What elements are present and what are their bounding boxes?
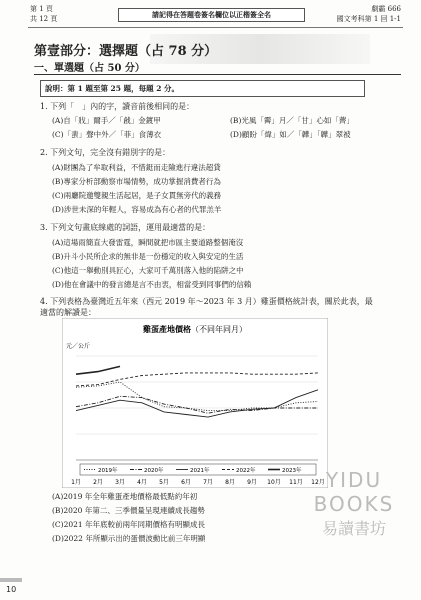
watermark-line3: 易讀書坊 (321, 519, 386, 538)
q3-option-a[interactable]: (A)這場雨簡直大發雷霆，瞬間就把市區主要道路整個淹沒 (52, 238, 244, 247)
subsection-title: 一、單選題（占 50 分） (34, 63, 145, 74)
q1-option-d[interactable]: (D)顧盼「煒」如／「韡」「韡」翠被 (230, 130, 351, 139)
question-4-stem-line2: 適當的解讀是： (40, 308, 96, 317)
q2-option-b[interactable]: (B)專家分析部動察市場情勢，成功掌握消費者行為 (52, 177, 221, 186)
question-3-stem: 3. 下列文句畫底線處的詞語，運用最適當的是： (40, 223, 211, 232)
q4-option-a[interactable]: (A)2019 年全年雞蛋產地價格最低點約年初 (52, 492, 198, 501)
question-4-stem-line1: 4. 下列表格為臺灣近五年來（西元 2019 年～2023 年 3 月）雞蛋價格統計表，關於此表，最 (40, 297, 373, 306)
q2-option-a[interactable]: (A)財團為了牟取利益，不惜鋌而走險進行違法超貸 (52, 163, 221, 172)
x-tick-label: 10月 (267, 479, 281, 486)
chart-frame (62, 318, 328, 488)
q3-option-b[interactable]: (B)升斗小民所企求的無非是一份穩定的收入與安定的生活 (52, 252, 244, 261)
q4-option-c[interactable]: (C)2021 年年底較前兩年同期價格有明顯成長 (52, 520, 206, 529)
x-tick-label: 7月 (203, 479, 213, 486)
q1-option-b[interactable]: (B)光風「霽」月／「甘」心如「薺」 (230, 116, 354, 125)
section-title: 第壹部分：選擇題（占 78 分） (34, 44, 218, 59)
sign-notice: 請記得在答題卷簽名欄位以正楷簽全名 (118, 8, 305, 22)
x-tick-label: 4月 (137, 479, 147, 486)
x-tick-label: 9月 (247, 479, 257, 486)
chart-legend (80, 464, 316, 475)
x-tick-label: 3月 (115, 479, 125, 486)
legend-label-0: 2019年 (98, 468, 118, 474)
x-tick-label: 1月 (71, 479, 81, 486)
exam-subject: 國文考科第 1 回 1-1 (336, 15, 401, 23)
watermark-line1: YIDU (325, 468, 383, 492)
page-indicator: 第 1 頁 (30, 5, 53, 13)
q2-option-d[interactable]: (D)涉世未深的年輕人，容易成為有心者的代罪羔羊 (52, 205, 222, 214)
legend-label-1: 2020年 (144, 468, 164, 474)
q4-option-b[interactable]: (B)2020 年第二、三季價量呈現連續成長趨勢 (52, 506, 205, 515)
q2-option-c[interactable]: (C)兩廳院邀雙親生活起居，是子女貫無旁代的義務 (52, 191, 222, 200)
question-1-stem: 1. 下列「 」內的字，讀音前後相同的是： (40, 102, 195, 111)
instructions-box: 說明：第 1 題至第 25 題，每題 2 分。 (40, 80, 365, 97)
x-tick-label: 11月 (289, 479, 303, 486)
x-tick-label: 2月 (93, 479, 103, 486)
q3-option-d[interactable]: (D)他在會議中的發言總是言不由衷，相當受到同事們的信賴 (52, 280, 252, 289)
total-pages: 共 12 頁 (30, 15, 58, 23)
x-tick-label: 5月 (159, 479, 169, 486)
x-tick-label: 8月 (225, 479, 235, 486)
watermark-line2: BOOKS (313, 492, 395, 516)
q4-option-d[interactable]: (D)2022 年所顯示出的蛋價波動比前三年明顯 (52, 534, 206, 543)
header-right (337, 4, 401, 24)
header-left (30, 4, 57, 24)
y-axis-label: 元／公斤 (66, 343, 91, 350)
legend-label-4: 2023年 (282, 468, 302, 474)
page-edge-mark (0, 578, 22, 582)
chart-title: 雞蛋產地價格（不同年同月） (143, 325, 247, 334)
page-number: 10 (6, 585, 17, 594)
egg-price-chart (62, 318, 328, 488)
x-tick-label: 6月 (181, 479, 191, 486)
exam-code: 劇霸 666 (371, 5, 401, 13)
x-tick-label: 12月 (311, 479, 325, 486)
legend-label-3: 2022年 (236, 468, 256, 474)
publisher-watermark (299, 468, 409, 539)
legend-label-2: 2021年 (190, 468, 210, 474)
header-divider (28, 27, 403, 28)
q3-option-c[interactable]: (C)他這一舉動別具匠心，大家可千萬別落入他的陷阱之中 (52, 266, 244, 275)
q1-option-a[interactable]: (A)自「戕」爾手／「戧」金鍍甲 (52, 116, 161, 125)
subsection-divider (34, 74, 401, 75)
question-2-stem: 2. 下列文句，完全沒有錯別字的是： (40, 148, 171, 157)
q1-option-c[interactable]: (C)「蜚」聲中外／「菲」食薄衣 (52, 130, 162, 139)
